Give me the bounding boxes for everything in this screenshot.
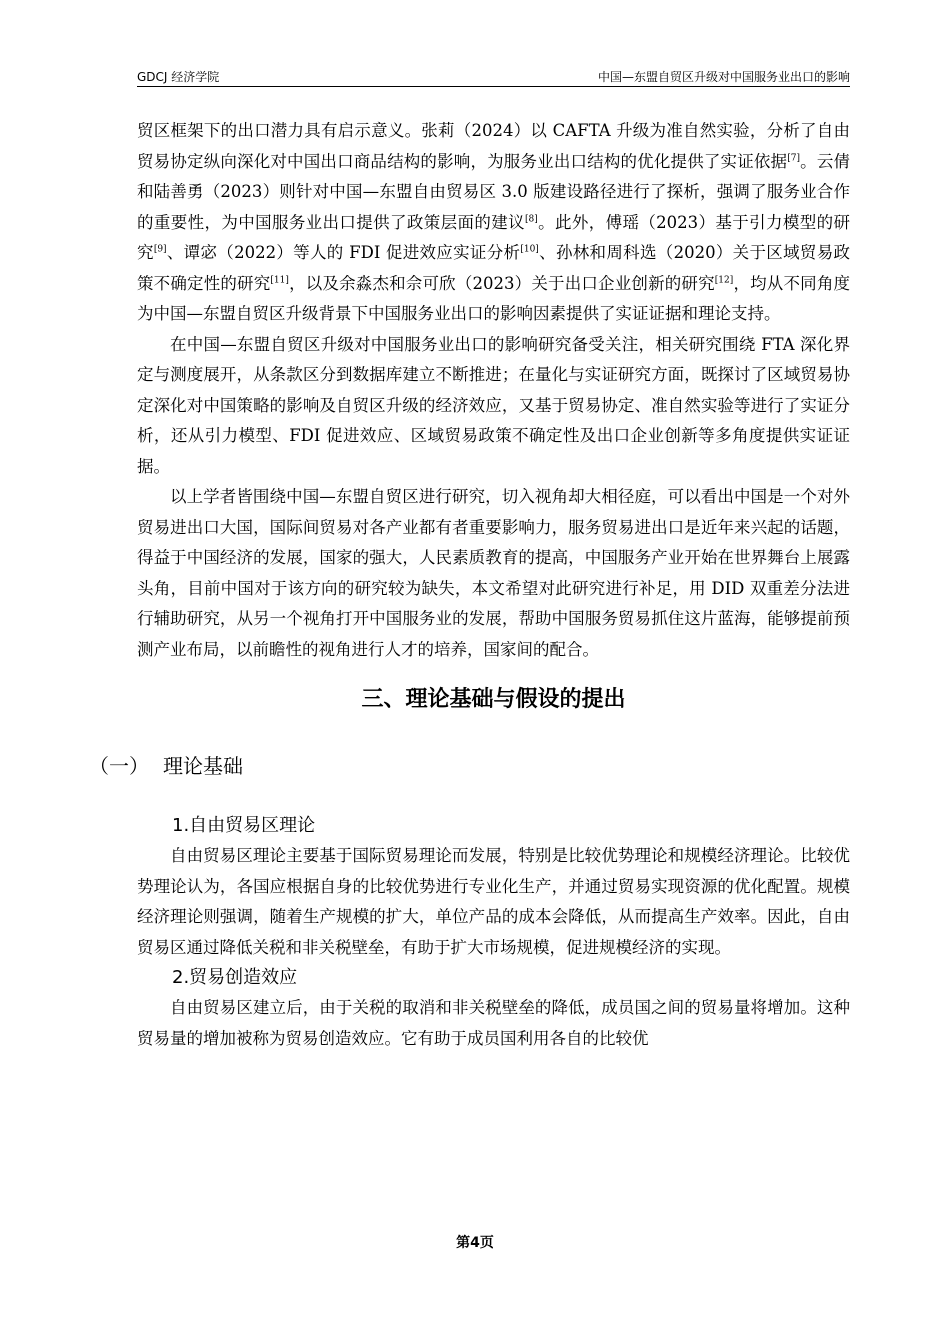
citation-ref: [10] xyxy=(520,244,539,255)
text-run: 贸区框架下的出口潜力具有启示意义。张莉（2024）以 CAFTA 升级为准自然实验，分析了自由贸易协定纵向深化对中国出口商品结构的影响，为服务业出口结构的优化提供了实证依据 xyxy=(137,121,850,171)
text-run: 、孙林和周科选（2020）关于区域贸易政策不确定性的研究 xyxy=(137,243,850,293)
subheading-trade-creation: 2.贸易创造效应 xyxy=(172,967,298,988)
page-number: 第4页 xyxy=(456,1235,494,1251)
text-run: 。云倩和陆善勇（2023）则针对中国—东盟自由贸易区 3.0 版建设路径进行了探析，强调了服务业合作的重要性，为中国服务业出口提供了政策层面的建议 xyxy=(137,151,851,232)
paragraph-4: 自由贸易区理论主要基于国际贸易理论而发展，特别是比较优势理论和规模经济理论。比较优势理论认为，各国应根据自身的比较优势进行专业化生产，并通过贸易实现资源的优化配置。规模经济理论则强调，随着生产规模的扩大，单位产品的成本会降低，从而提高生产效率。因此，自由贸易区通过降低关税和非关税壁垒，有助于扩大市场规模，促进规模经济的实现。 xyxy=(137,846,850,957)
paragraph-1 xyxy=(137,116,850,330)
citation-ref: [8] xyxy=(524,214,538,224)
text-run: ，以及余淼杰和佘可欣（2023）关于出口企业创新的研究 xyxy=(288,273,715,293)
body-text xyxy=(89,116,851,1054)
text-run: 、谭宓（2022）等人的 FDI 促进效应实证分析 xyxy=(166,243,521,262)
citation-ref: [11] xyxy=(270,275,289,285)
header-right: 中国—东盟自贸区升级对中国服务业出口的影响 xyxy=(597,70,850,84)
section-heading: 三、理论基础与假设的提出 xyxy=(361,687,626,712)
running-header xyxy=(137,66,850,87)
text-run: ，均从不同角度为中国—东盟自贸区升级背景下中国服务业出口的影响因素提供了实证证据和理论支持。 xyxy=(137,273,850,323)
header-left: GDCJ 经济学院 xyxy=(137,70,220,84)
subheading-free-trade-theory: 1.自由贸易区理论 xyxy=(172,815,316,836)
citation-ref: [9] xyxy=(153,244,167,255)
text-run: 。此外，傅瑶（2023）基于引力模型的研究 xyxy=(137,212,850,262)
paragraph-2: 在中国—东盟自贸区升级对中国服务业出口的影响研究备受关注，相关研究围绕 FTA 深化界定与测度展开，从条款区分到数据库建立不断推进；在量化与实证研究方面，既探讨了区域贸易协定深化对中国策略的影响及自贸区升级的经济效应，又基于贸易协定、准自然实验等进行了实证分析，还从引力模型、FDI 促进效应、区域贸易政策不确定性及出口企业创新等多角度提供实证证据。 xyxy=(137,334,850,476)
paragraph-5: 自由贸易区建立后，由于关税的取消和非关税壁垒的降低，成员国之间的贸易量将增加。这种贸易量的增加被称为贸易创造效应。它有助于成员国利用各自的比较优 xyxy=(137,998,850,1048)
subsection-title: 理论基础 xyxy=(163,754,243,778)
citation-ref: [12] xyxy=(714,275,734,285)
subsection-heading xyxy=(89,751,850,781)
citation-ref: [7] xyxy=(787,153,800,163)
subsection-number: （一） xyxy=(89,754,149,778)
paragraph-3: 以上学者皆围绕中国—东盟自贸区进行研究，切入视角却大相径庭，可以看出中国是一个对外贸易进出口大国，国际间贸易对各产业都有者重要影响力，服务贸易进出口是近年来兴起的话题，得益于中国经济的发展，国家的强大，人民素质教育的提高，中国服务产业开始在世界舞台上展露头角，目前中国对于该方向的研究较为缺失，本文希望对此研究进行补足，用 DID 双重差分法进行辅助研究，从另一个视角打开中国服务业的发展，帮助中国服务贸易抓住这片蓝海，能够提前预测产业布局，以前瞻性的视角进行人才的培养，国家间的配合。 xyxy=(137,487,850,659)
